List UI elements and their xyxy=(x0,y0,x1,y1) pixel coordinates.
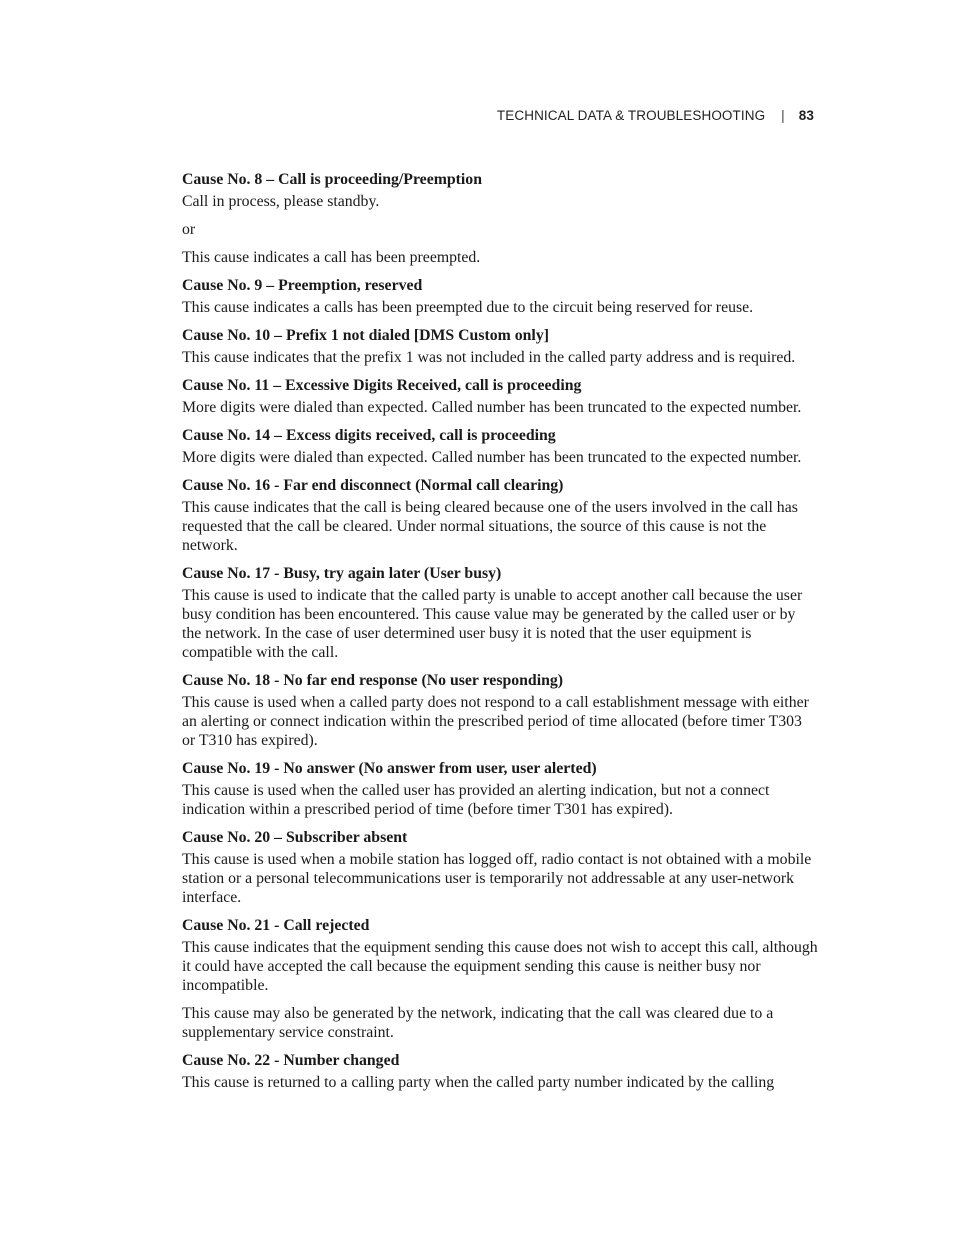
cause-description: or xyxy=(182,221,196,238)
cause-description: This cause indicates a call has been preempted. xyxy=(182,249,481,266)
cause-heading: Cause No. 9 – Preemption, reserved xyxy=(182,277,423,294)
cause-description: More digits were dialed than expected. Called number has been truncated to the expected number. xyxy=(182,449,802,466)
cause-description: This cause is used to indicate that the called party is unable to accept another call because the user busy condition has been encountered. This cause value may be generated by the called user or by the network. In the case of user determined user busy it is noted that the user equipment is compatible with the call. xyxy=(182,587,803,661)
cause-description: More digits were dialed than expected. Called number has been truncated to the expected number. xyxy=(182,399,802,416)
cause-heading: Cause No. 14 – Excess digits received, call is proceeding xyxy=(182,427,556,444)
cause-description: Call in process, please standby. xyxy=(182,193,380,210)
cause-description: This cause indicates a calls has been preempted due to the circuit being reserved for reuse. xyxy=(182,299,754,316)
cause-description: This cause is returned to a calling party when the called party number indicated by the calling xyxy=(182,1074,775,1091)
cause-description: This cause is used when the called user has provided an alerting indication, but not a connect indication within a prescribed period of time (before timer T301 has expired). xyxy=(182,782,770,818)
cause-description: This cause indicates that the equipment sending this cause does not wish to accept this call, although it could have accepted the call because the equipment sending this cause is neither busy nor incompatible. xyxy=(182,939,818,994)
cause-description: This cause indicates that the prefix 1 was not included in the called party address and is required. xyxy=(182,349,796,366)
cause-entry xyxy=(182,170,818,267)
cause-heading: Cause No. 19 - No answer (No answer from user, user alerted) xyxy=(182,760,597,777)
cause-entry xyxy=(182,759,818,819)
cause-entry xyxy=(182,671,818,750)
cause-heading: Cause No. 20 – Subscriber absent xyxy=(182,829,408,846)
cause-heading: Cause No. 22 - Number changed xyxy=(182,1052,400,1069)
page-body xyxy=(182,170,818,1101)
page-number: 83 xyxy=(798,108,814,123)
cause-heading: Cause No. 21 - Call rejected xyxy=(182,917,370,934)
cause-heading: Cause No. 10 – Prefix 1 not dialed [DMS Custom only] xyxy=(182,327,549,344)
running-header xyxy=(497,108,814,123)
cause-heading: Cause No. 8 – Call is proceeding/Preemption xyxy=(182,171,482,188)
cause-entry xyxy=(182,476,818,555)
cause-entry xyxy=(182,326,818,367)
cause-heading: Cause No. 18 - No far end response (No user responding) xyxy=(182,672,564,689)
cause-heading: Cause No. 11 – Excessive Digits Received, call is proceeding xyxy=(182,377,582,394)
cause-entry xyxy=(182,276,818,317)
cause-entry xyxy=(182,828,818,907)
header-separator: | xyxy=(781,108,785,123)
cause-heading: Cause No. 17 - Busy, try again later (User busy) xyxy=(182,565,502,582)
cause-description: This cause may also be generated by the network, indicating that the call was cleared due to a supplementary service constraint. xyxy=(182,1005,774,1041)
cause-description: This cause is used when a mobile station has logged off, radio contact is not obtained with a mobile station or a personal telecommunications user is temporarily not addressable at any user-network interface. xyxy=(182,851,812,906)
cause-entry xyxy=(182,376,818,417)
section-title: TECHNICAL DATA & TROUBLESHOOTING xyxy=(496,108,766,123)
cause-description: This cause indicates that the call is being cleared because one of the users involved in the call has requested that the call be cleared. Under normal situations, the source of this cause is not the network. xyxy=(182,499,798,554)
cause-entry xyxy=(182,426,818,467)
cause-entry xyxy=(182,564,818,662)
cause-entry xyxy=(182,1051,818,1092)
cause-entry xyxy=(182,916,818,1042)
cause-heading: Cause No. 16 - Far end disconnect (Normal call clearing) xyxy=(182,477,564,494)
cause-description: This cause is used when a called party does not respond to a call establishment message with either an alerting or connect indication within the prescribed period of time allocated (before timer T303 or T310 has expired). xyxy=(182,694,809,749)
